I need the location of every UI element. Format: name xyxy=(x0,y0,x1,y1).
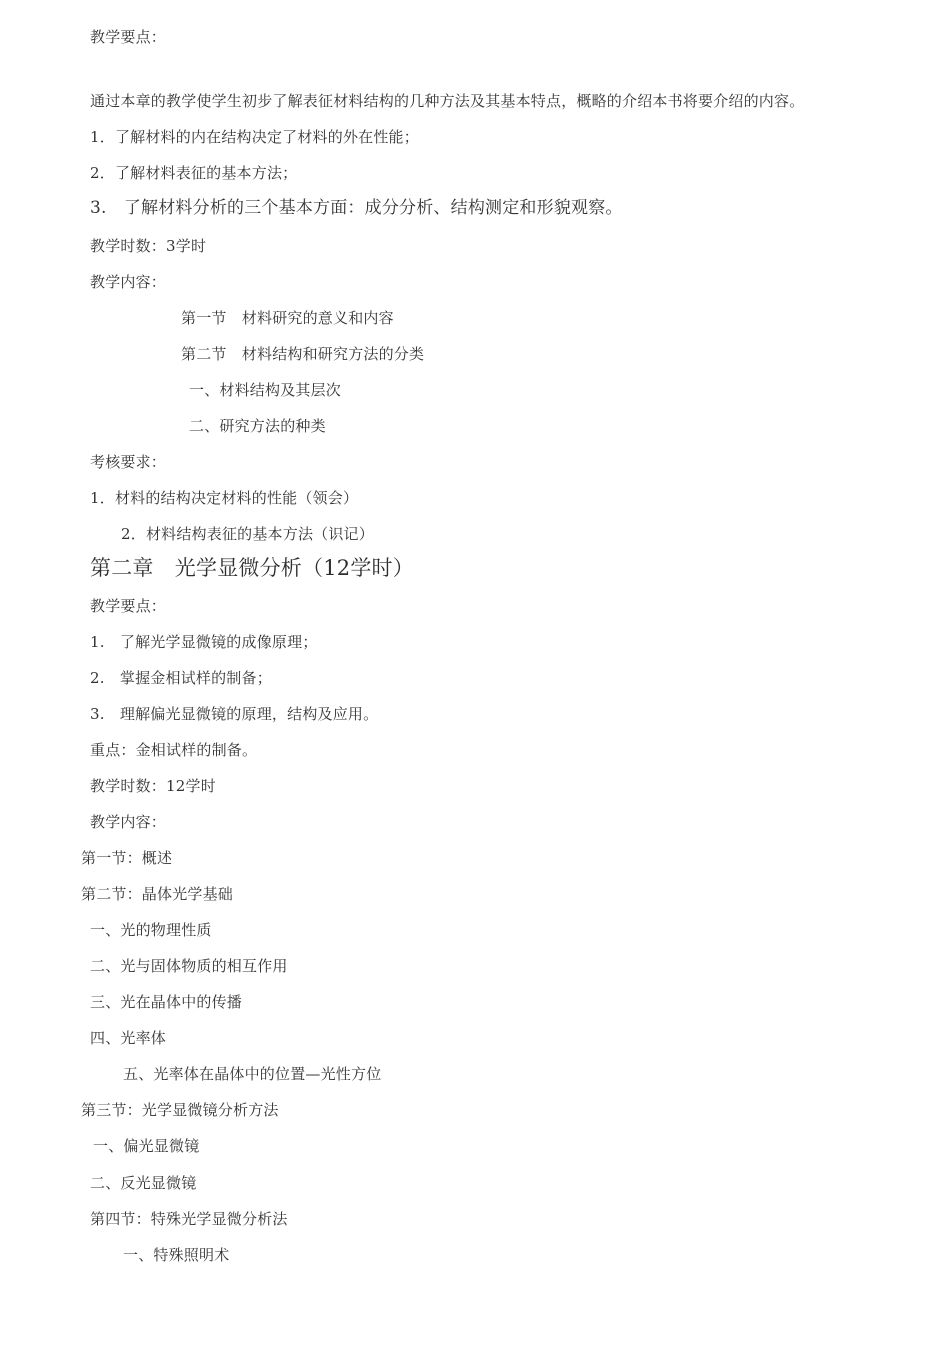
ch1-point-3: 3. 了解材料分析的三个基本方面：成分分析、结构测定和形貌观察。 xyxy=(90,198,623,218)
ch2-section-2: 第二节：晶体光学基础 xyxy=(81,885,234,903)
ch2-content-label: 教学内容： xyxy=(90,813,167,831)
ch2-section-4: 第四节：特殊光学显微分析法 xyxy=(90,1210,288,1228)
ch2-section-3: 第三节：光学显微镜分析方法 xyxy=(81,1101,279,1119)
ch1-hours: 教学时数：3学时 xyxy=(90,237,207,255)
ch2-section-1: 第一节：概述 xyxy=(81,849,173,867)
ch2-point-3: 3. 理解偏光显微镜的原理，结构及应用。 xyxy=(90,705,379,723)
ch1-point-1: 1．了解材料的内在结构决定了材料的外在性能； xyxy=(90,128,419,146)
ch2-section-3-item-2: 二、反光显微镜 xyxy=(90,1174,197,1192)
ch1-exam-2: 2．材料结构表征的基本方法（识记） xyxy=(121,525,374,543)
ch1-exam-label: 考核要求： xyxy=(90,453,167,471)
ch1-content-label: 教学内容： xyxy=(90,273,167,291)
ch1-intro: 通过本章的教学使学生初步了解表征材料结构的几种方法及其基本特点，概略的介绍本书将要介绍的内容。 xyxy=(90,92,805,110)
ch2-section-2-item-5: 五、光率体在晶体中的位置—光性方位 xyxy=(123,1065,382,1083)
ch2-focus: 重点：金相试样的制备。 xyxy=(90,741,258,759)
ch2-hours: 教学时数：12学时 xyxy=(90,777,216,795)
ch2-section-4-item-1: 一、特殊照明术 xyxy=(123,1246,230,1264)
ch1-section-2-item-2: 二、研究方法的种类 xyxy=(189,417,326,435)
ch2-title: 第二章 光学显微分析（12学时） xyxy=(90,556,414,580)
ch1-section-2: 第二节 材料结构和研究方法的分类 xyxy=(181,345,425,363)
ch2-section-3-item-1: 一、偏光显微镜 xyxy=(93,1137,200,1155)
ch2-section-2-item-1: 一、光的物理性质 xyxy=(90,921,212,939)
ch2-section-2-item-2: 二、光与固体物质的相互作用 xyxy=(90,957,288,975)
ch2-point-1: 1. 了解光学显微镜的成像原理； xyxy=(90,633,318,651)
ch1-section-2-item-1: 一、材料结构及其层次 xyxy=(189,381,342,399)
ch2-section-2-item-3: 三、光在晶体中的传播 xyxy=(90,993,243,1011)
ch2-section-2-item-4: 四、光率体 xyxy=(90,1029,167,1047)
ch2-point-2: 2. 掌握金相试样的制备； xyxy=(90,669,272,687)
ch1-exam-1: 1．材料的结构决定材料的性能（领会） xyxy=(90,489,359,507)
ch1-teach-points-label: 教学要点： xyxy=(90,28,167,46)
ch2-teach-points-label: 教学要点： xyxy=(90,597,167,615)
ch1-point-2: 2．了解材料表征的基本方法； xyxy=(90,164,298,182)
ch1-section-1: 第一节 材料研究的意义和内容 xyxy=(181,309,394,327)
